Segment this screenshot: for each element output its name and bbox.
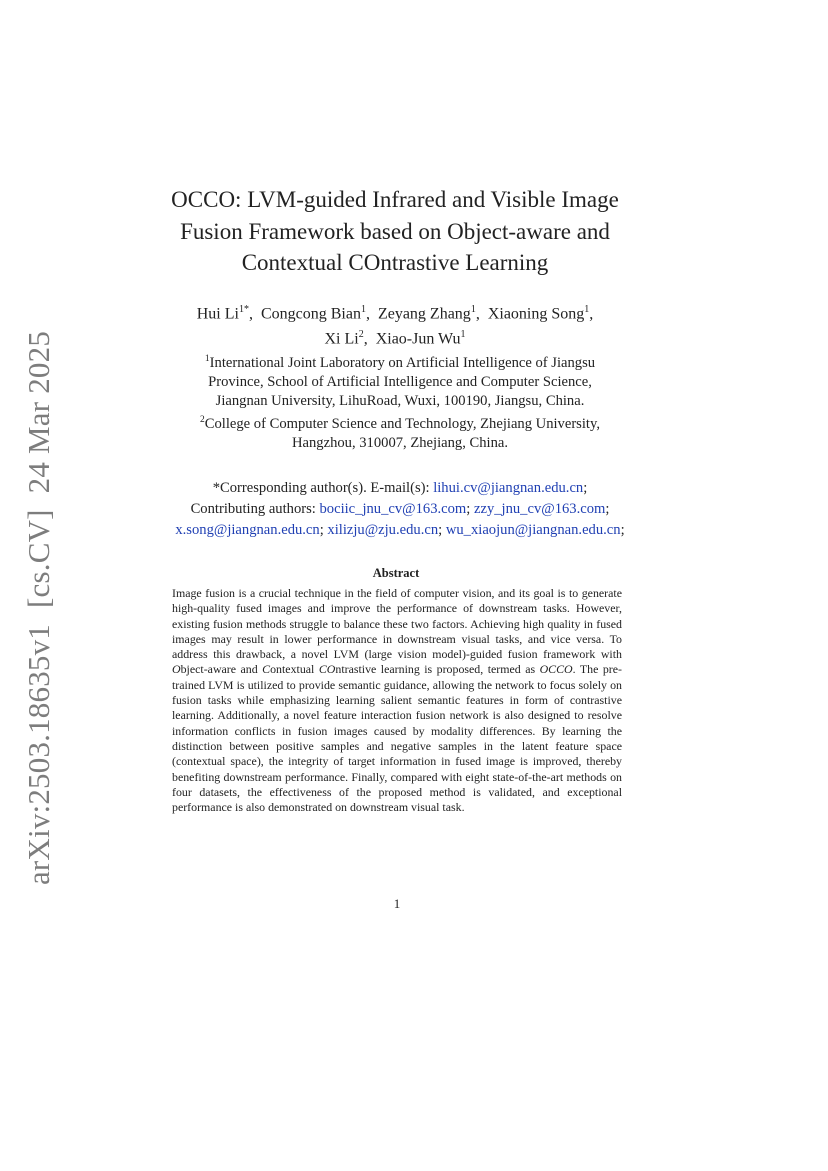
arxiv-date: 24 Mar 2025: [21, 330, 56, 494]
arxiv-category: [cs.CV]: [21, 509, 56, 608]
author-affiliation-mark: 1: [360, 304, 366, 315]
author-line-1: Hui $Li^{1*}$, Congcong Bian$^1$, Zeyang Zhang$^1$, Xiaoning Song$^1$,: [196, 304, 594, 323]
email-link[interactable]: x.song@jiangnan.edu.cn: [175, 522, 320, 538]
affiliation-2-line-2: Hangzhou, 310007, Zhejiang, China.: [291, 434, 509, 451]
paper-title: [130, 184, 660, 279]
correspondence-block: [120, 478, 680, 541]
author-name: Hui Li: [196, 305, 239, 323]
email-link[interactable]: zzy_jnu_cv@163.com: [473, 501, 606, 517]
affiliation-mark: 1: [204, 354, 210, 364]
email-link[interactable]: lihui.cv@jiangnan.edu.cn: [433, 480, 584, 496]
arxiv-id: arXiv:2503.18635v1: [21, 624, 56, 886]
author-line-2: Xi Li$^2$, Xiao-Jun Wu$^1$: [324, 329, 466, 348]
affiliation-mark: 2: [200, 414, 205, 425]
abstract-body: Image fusion is a crucial technique in the field of computer vision, and its goal is to generate high-quality fused images and improve the performance of downstream tasks. However, existing fusion methods struggle to balance these two factors. Achieving high quality in fused images may result in lower performance in downstream visual tasks, and vice versa. To address this drawback, a novel LVM (large vision model)-guided fusion framework with Object-aware and Contextual COntrastive learning is proposed, termed as OCCO. The pre-trained LVM is utilized to provide semantic guidance, allowing the network to focus solely on fusion tasks while emphasizing learning salient semantic features in form of contrastive learning. Additionally, a novel feature interaction fusion network is also designed to resolve information conflicts in fusion images caused by modality differences. By learning the distinction between positive samples and negative samples in the latent feature space (contextual space), the integrity of target information in fused image is improved, thereby benefiting downstream performance. Finally, compared with eight state-of-the-art methods on four datasets, the effectiveness of the proposed method is validated, and exceptional performance is also demonstrated on downstream visual task.: [172, 586, 622, 815]
author-list: [140, 299, 650, 350]
corresponding-label: *Corresponding author(s). E-mail(s):: [212, 480, 430, 496]
author-affiliation-mark: 1*: [238, 304, 249, 315]
email-link[interactable]: bociic_jnu_cv@163.com: [319, 501, 467, 517]
affiliations: [160, 350, 640, 453]
corresponding-author-line: *Corresponding author(s). E-mail(s): lihui.cv@jiangnan.edu.cn;: [212, 480, 588, 496]
title-line-2: Fusion Framework based on Object-aware and: [180, 218, 610, 244]
author-name: Congcong Bian: [260, 305, 361, 323]
title-line-1: OCCO: LVM-guided Infrared and Visible Image: [171, 187, 619, 212]
author-name: Xi Li: [324, 330, 359, 348]
contributing-authors-line-2: x.song@jiangnan.edu.cn; xilizju@zju.edu.cn; wu_xiaojun@jiangnan.edu.cn;: [175, 522, 625, 538]
author-name: Xiaoning Song: [487, 305, 585, 323]
author-affiliation-mark: 1: [470, 304, 476, 315]
email-link[interactable]: xilizju@zju.edu.cn: [327, 522, 439, 538]
affiliation-1-line-2: Province, School of Artificial Intelligence and Computer Science,: [208, 373, 592, 390]
arxiv-identifier-stamp: [21, 315, 57, 885]
contributing-label: Contributing authors:: [190, 501, 316, 517]
page-number: 1: [393, 896, 401, 911]
author-name: Zeyang Zhang: [377, 305, 471, 323]
author-affiliation-mark: 1: [460, 329, 466, 341]
contributing-authors-line: Contributing authors: bociic_jnu_cv@163.com; zzy_jnu_cv@163.com;: [190, 501, 610, 517]
email-link[interactable]: wu_xiaojun@jiangnan.edu.cn: [445, 522, 621, 538]
affiliation-1-line-1: $^1$International Joint Laboratory on Artificial Intelligence of Jiangsu: [204, 354, 596, 371]
author-affiliation-mark: 2: [358, 329, 364, 341]
author-affiliation-mark: 1: [584, 304, 590, 315]
title-line-3: Contextual COntrastive Learning: [241, 250, 549, 275]
affiliation-1-line-3: Jiangnan University, LihuRoad, Wuxi, 100190, Jiangsu, China.: [215, 392, 585, 409]
affiliation-2-line-1: $^2$College of Computer Science and Technology, Zhejiang University,: [200, 414, 600, 432]
author-name: Xiao-Jun Wu: [375, 330, 461, 348]
abstract-heading: Abstract: [372, 566, 420, 580]
